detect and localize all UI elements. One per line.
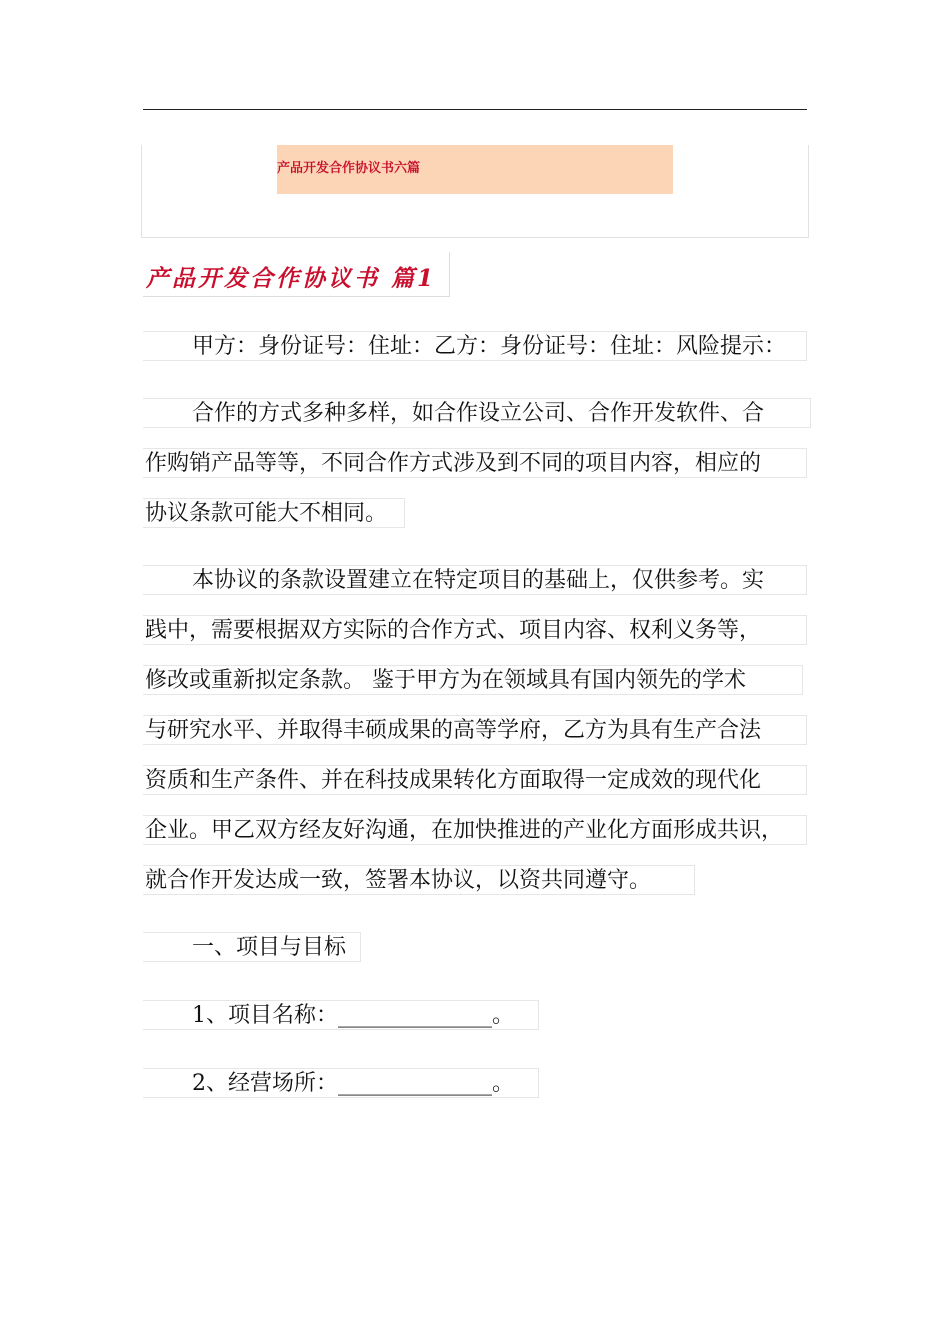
- section-heading: [143, 252, 450, 297]
- section-1-title: 一、项目与目标: [143, 932, 361, 962]
- paragraph-line: 本协议的条款设置建立在特定项目的基础上，仅供参考。实: [143, 565, 807, 595]
- section-heading-text: 产品开发合作协议书 篇1: [146, 265, 437, 292]
- document-title: 产品开发合作协议书六篇: [277, 161, 421, 176]
- item-project-name: 1、项目名称：______________。: [143, 1000, 539, 1030]
- paragraph-line: 协议条款可能大不相同。: [143, 498, 405, 528]
- paragraph-line: 与研究水平、并取得丰硕成果的高等学府，乙方为具有生产合法: [143, 715, 807, 745]
- paragraph-line: 修改或重新拟定条款。 鉴于甲方为在领域具有国内领先的学术: [143, 665, 803, 695]
- paragraph-line: 作购销产品等等，不同合作方式涉及到不同的项目内容，相应的: [143, 448, 807, 478]
- document-title-box: [277, 145, 673, 194]
- paragraph-line: 企业。甲乙双方经友好沟通，在加快推进的产业化方面形成共识，: [143, 815, 807, 845]
- paragraph-line: 就合作开发达成一致，签署本协议，以资共同遵守。: [143, 865, 695, 895]
- header-rule: [143, 109, 807, 110]
- paragraph-line: 资质和生产条件、并在科技成果转化方面取得一定成效的现代化: [143, 765, 807, 795]
- parties-line: 甲方：身份证号：住址：乙方：身份证号：住址：风险提示：: [143, 331, 807, 361]
- item-business-place: 2、经营场所：______________。: [143, 1068, 539, 1098]
- paragraph-line: 合作的方式多种多样，如合作设立公司、合作开发软件、合: [143, 398, 811, 428]
- paragraph-line: 践中，需要根据双方实际的合作方式、项目内容、权利义务等，: [143, 615, 807, 645]
